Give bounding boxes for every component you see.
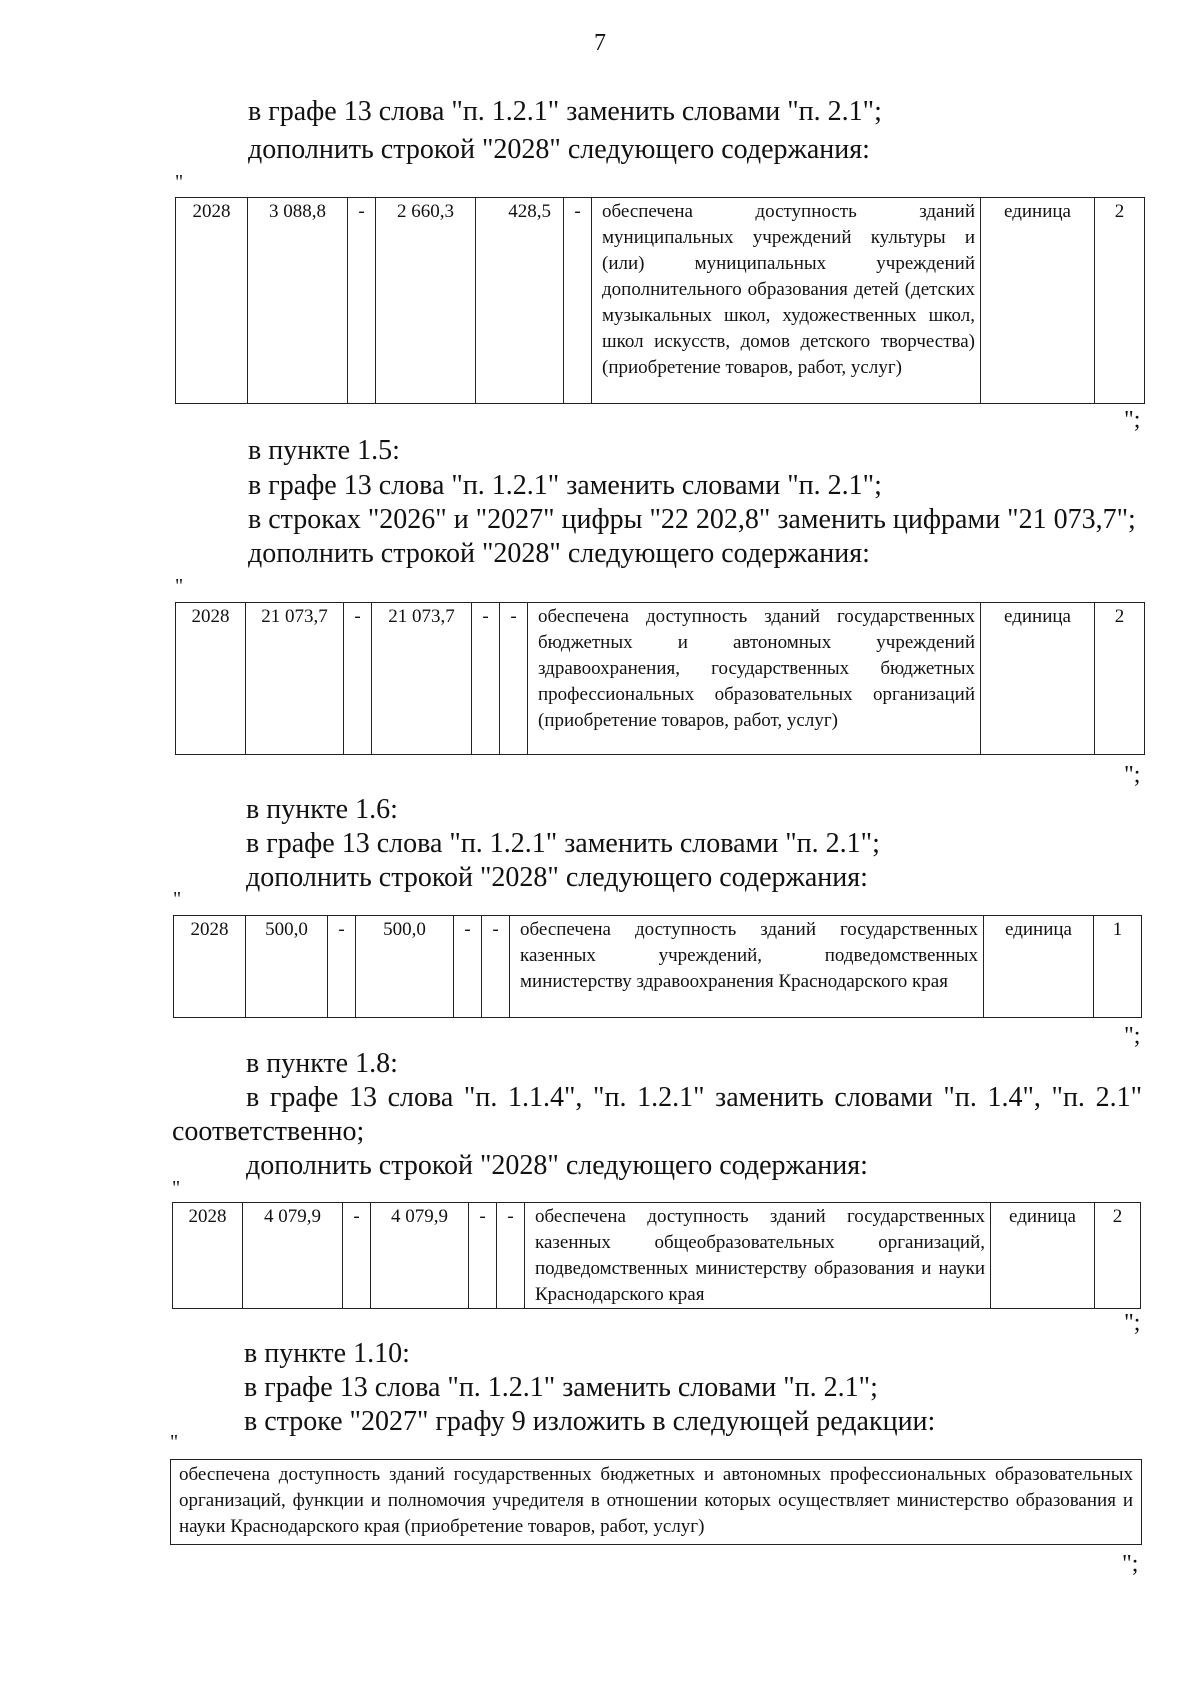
cell-year: 2028: [176, 198, 248, 404]
s3-line2: в графе 13 слова "п. 1.2.1" заменить словами "п. 2.1";: [246, 828, 880, 859]
cell-federal: -: [348, 198, 376, 404]
cell-unit: единица: [991, 1203, 1095, 1309]
s3-line3: дополнить строкой "2028" следующего содержания:: [246, 862, 868, 893]
table-row: [173, 1203, 1141, 1309]
cell-federal: -: [343, 1203, 371, 1309]
cell-regional: 500,0: [356, 916, 454, 1018]
s3-table: [173, 915, 1142, 1018]
s2-table: [175, 602, 1145, 755]
s2-line4: дополнить строкой "2028" следующего содержания:: [248, 538, 870, 569]
cell-total: 500,0: [246, 916, 328, 1018]
s2-open-quote: ": [175, 575, 184, 597]
table-row: [176, 603, 1145, 755]
s1-open-quote: ": [175, 171, 184, 193]
s1-line1: в графе 13 слова "п. 1.2.1" заменить словами "п. 2.1";: [248, 96, 882, 127]
cell-year: 2028: [176, 603, 246, 755]
cell-total: 3 088,8: [248, 198, 348, 404]
s2-line2: в графе 13 слова "п. 1.2.1" заменить словами "п. 2.1";: [248, 470, 882, 501]
cell-unit: единица: [984, 916, 1094, 1018]
cell-unit: единица: [981, 603, 1095, 755]
s5-line3: в строке "2027" графу 9 изложить в следующей редакции:: [244, 1406, 936, 1437]
cell-regional: 2 660,3: [376, 198, 476, 404]
s1-close-quote: ";: [1124, 407, 1141, 433]
s4-open-quote: ": [172, 1177, 181, 1199]
cell-value: 2: [1095, 603, 1145, 755]
s3-line1: в пункте 1.6:: [246, 794, 398, 825]
s1-line2: дополнить строкой "2028" следующего содержания:: [248, 134, 870, 165]
cell-regional: 4 079,9: [371, 1203, 469, 1309]
s5-open-quote: ": [170, 1431, 179, 1453]
cell-local: -: [454, 916, 482, 1018]
cell-federal: -: [344, 603, 372, 755]
cell-description: обеспечена доступность зданий государственных казенных учреждений, подведомственных министерству здравоохранения Краснодарского края: [510, 916, 984, 1018]
cell-unit: единица: [981, 198, 1095, 404]
cell-federal: -: [328, 916, 356, 1018]
s5-line1: в пункте 1.10:: [244, 1338, 410, 1369]
s4-line3: соответственно;: [172, 1116, 365, 1147]
s2-close-quote: ";: [1124, 762, 1141, 788]
cell-description: обеспечена доступность зданий муниципальных учреждений культуры и (или) муниципальных учреждений дополнительного образования детей (детских музыкальных школ, художественных школ, школ искусств, домов детского творчества) (приобретение товаров, работ, услуг): [592, 198, 981, 404]
s4-table: [172, 1202, 1141, 1309]
s4-close-quote: ";: [1124, 1310, 1141, 1336]
s2-line3: в строках "2026" и "2027" цифры "22 202,8" заменить цифрами "21 073,7";: [248, 504, 1136, 535]
cell-local: 428,5: [476, 198, 564, 404]
cell-total: 4 079,9: [243, 1203, 343, 1309]
cell-other: -: [500, 603, 528, 755]
cell-value: 1: [1094, 916, 1142, 1018]
s4-line1: в пункте 1.8:: [246, 1048, 398, 1079]
s4-line2: в графе 13 слова "п. 1.1.4", "п. 1.2.1" заменить словами "п. 1.4", "п. 2.1": [246, 1082, 1142, 1113]
cell-description: обеспечена доступность зданий государственных бюджетных и автономных учреждений здравоохранения, государственных бюджетных профессиональных образовательных организаций (приобретение товаров, работ, услуг): [528, 603, 981, 755]
cell-value: 2: [1095, 1203, 1141, 1309]
s5-line2: в графе 13 слова "п. 1.2.1" заменить словами "п. 2.1";: [244, 1372, 878, 1403]
cell-year: 2028: [174, 916, 246, 1018]
s3-close-quote: ";: [1124, 1023, 1141, 1049]
s4-line4: дополнить строкой "2028" следующего содержания:: [246, 1150, 868, 1181]
cell-other: -: [497, 1203, 525, 1309]
table-row: [174, 916, 1142, 1018]
page-number: 7: [594, 30, 606, 56]
cell-total: 21 073,7: [246, 603, 344, 755]
cell-local: -: [469, 1203, 497, 1309]
cell-value: 2: [1095, 198, 1145, 404]
cell-other: -: [482, 916, 510, 1018]
s5-close-quote: ";: [1122, 1551, 1139, 1577]
s1-table: [175, 197, 1145, 404]
cell-description: обеспечена доступность зданий государственных казенных общеобразовательных организаций, подведомственных министерству образования и науки Краснодарского края: [525, 1203, 991, 1309]
cell-regional: 21 073,7: [372, 603, 472, 755]
s2-line1: в пункте 1.5:: [248, 435, 400, 466]
s5-text-box: обеспечена доступность зданий государственных бюджетных и автономных профессиональных образовательных организаций, функции и полномочия учредителя в отношении которых осуществляет министерство образования и науки Краснодарского края (приобретение товаров, работ, услуг): [170, 1459, 1142, 1545]
cell-other: -: [564, 198, 592, 404]
table-row: [176, 198, 1145, 404]
cell-year: 2028: [173, 1203, 243, 1309]
s3-open-quote: ": [173, 888, 182, 910]
cell-local: -: [472, 603, 500, 755]
